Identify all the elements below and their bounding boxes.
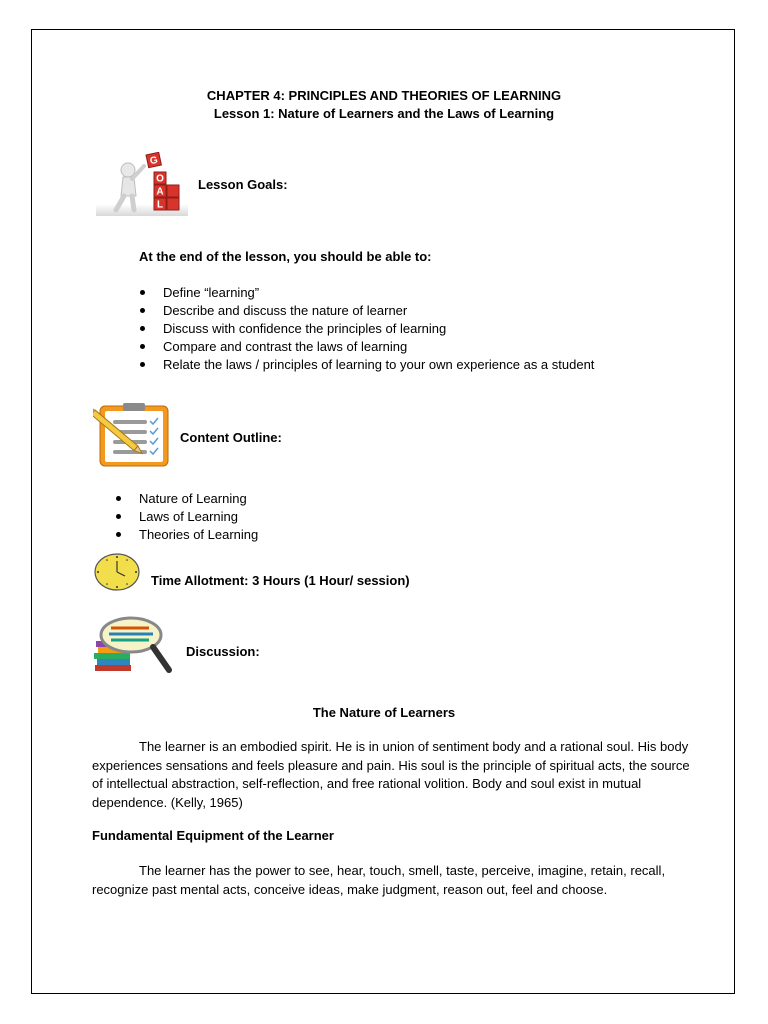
equipment-paragraph [92, 862, 692, 899]
chapter-title: CHAPTER 4: PRINCIPLES AND THEORIES OF LEARNING [206, 88, 562, 103]
books-magnifier-icon [93, 615, 175, 675]
goal-item: Relate the laws / principles of learning to your own experience as a student [163, 357, 595, 372]
svg-text:O: O [156, 173, 164, 185]
outline-list [139, 490, 258, 544]
goals-intro: At the end of the lesson, you should be able to: [139, 249, 432, 264]
clipboard-checklist-icon [93, 402, 171, 468]
outline-item: Laws of Learning [139, 508, 258, 526]
outline-item: Nature of Learning [139, 490, 258, 508]
goal-item: Discuss with confidence the principles of learning [163, 320, 594, 338]
clock-icon [93, 552, 141, 592]
goal-item: Define “learning” [163, 284, 594, 302]
section-title: The Nature of Learners [312, 705, 456, 720]
equipment-paragraph-text: The learner has the power to see, hear, touch, smell, taste, perceive, imagine, retain, recall, recognize past mental acts, conceive ideas, make judgment, reason out, feel and choose. [92, 863, 666, 897]
goal-item: Compare and contrast the laws of learning [163, 338, 594, 356]
goal-item: Describe and discuss the nature of learner [163, 302, 594, 320]
goal-blocks-icon [96, 152, 188, 218]
outline-item: Theories of Learning [139, 527, 259, 542]
discussion-heading: Discussion: [186, 644, 260, 659]
time-allotment: Time Allotment: 3 Hours (1 Hour/ session) [151, 573, 410, 588]
content-outline-heading: Content Outline: [180, 430, 282, 445]
subheading-fundamental-equipment: Fundamental Equipment of the Learner [92, 828, 334, 843]
svg-text:G: G [148, 154, 159, 168]
svg-text:A: A [156, 186, 164, 198]
nature-paragraph-text: The learner is an embodied spirit. He is in union of sentiment body and a rational soul. His body experiences sensations and feels pleasure and pain. His soul is the principle of spiritual acts, the source of intellectual abstraction, self-reflection, and free rational volition. Body and soul exist in mutual dependence. (Kelly, 1965) [92, 739, 690, 810]
lesson-goals-heading: Lesson Goals: [198, 177, 288, 192]
svg-text:L: L [156, 199, 164, 211]
lesson-title: Lesson 1: Nature of Learners and the Laws of Learning [213, 106, 555, 121]
nature-paragraph [92, 738, 692, 812]
goals-list [163, 284, 594, 374]
